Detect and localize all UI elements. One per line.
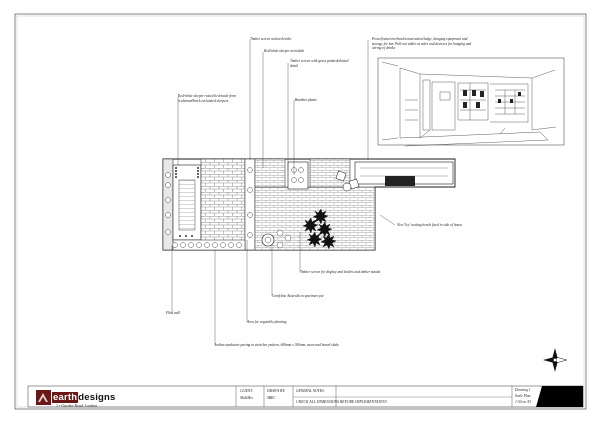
- label-flint-wall: Flint wall: [166, 311, 181, 315]
- logo-rest: designs: [78, 392, 116, 403]
- label-indian-sandstone: Indian sandstone paving in stretcher pattern, 600mm x 300mm, sawn and honed slabs: [215, 343, 339, 347]
- label-raised-bed: Red/white sleeper raised bed made from reclaimed/brick reclaimed sleepers: [178, 94, 236, 103]
- label-timber-screen-display: Timber screen for display and bottles and timber stands: [300, 270, 381, 274]
- company-address: 1 • Garden Road, London: [56, 403, 98, 408]
- label-area-planting: Area for vegetable planting: [247, 320, 287, 324]
- label-ivy-bench: New 'Ivy' seating bench fixed to side of house: [397, 223, 463, 227]
- label-bamboo-plants: Bamboo plants: [295, 98, 317, 102]
- label-cordyline: Cordyline Australis in specimen pot: [272, 294, 324, 298]
- drawing-number: Drawing 1: [515, 388, 531, 392]
- north-arrow-icon: [543, 348, 567, 372]
- garden-plan: [163, 159, 455, 250]
- client-label: CLIENT:: [240, 389, 254, 393]
- label-rubber-sleeper: Red/white sleeper area/slab: [264, 49, 304, 53]
- label-timber-screen-arch: Timber screen and arch/arbr: [250, 37, 292, 41]
- client-value: Mr&Mrs: [240, 396, 253, 400]
- notes-label: GENERAL NOTES:: [296, 389, 325, 393]
- logo-wordmark: [52, 392, 116, 403]
- label-timber-screen-grass: Timber screen with grass painted/slatted detail: [290, 59, 349, 68]
- drawn-label: DRAWN BY:: [267, 389, 286, 393]
- perspective-sketch: [378, 58, 564, 146]
- scale-label: Scale Plan: [515, 394, 531, 398]
- logo-highlight: earth: [53, 392, 78, 403]
- label-prox-frame: Prose/frame/overhead/construction/ledge, hanging equipment and storage for bar. Pull-out tables at sides and drawers for hanging and wiring of drinks: [372, 37, 472, 51]
- date-label: 1:50 on A3: [515, 400, 531, 404]
- notes-text: CHECK ALL DIMENSIONS BEFORE IMPLEMENTATION: [296, 400, 387, 404]
- company-logo: [36, 389, 116, 409]
- drawn-value: SBEC: [267, 396, 276, 400]
- logo-mark-icon: [36, 390, 51, 405]
